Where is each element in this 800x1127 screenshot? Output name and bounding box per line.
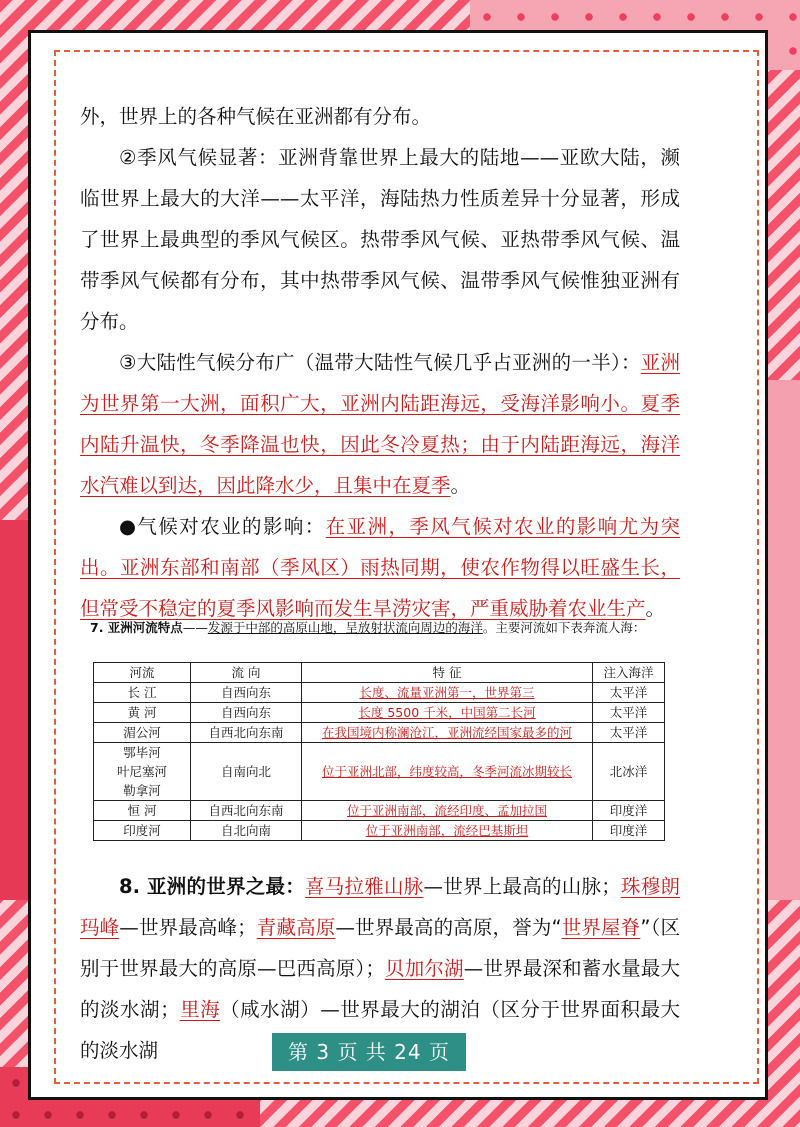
river-ocean: 印度洋: [593, 821, 665, 841]
text-6: （咸水湖）—世界最大的湖泊（区分于世界面积最大的淡水湖: [80, 998, 680, 1062]
text-2: —世界最高峰；: [119, 916, 257, 939]
continental-end: 。: [450, 474, 471, 497]
section-7-underlined: 发源于中部的高原山地，呈放射状流向周边的海洋: [207, 620, 483, 635]
answer-roof-of-world: 世界屋脊: [561, 916, 641, 939]
agri-answer: 在亚洲，季风气候对农业的影响尤为突出。亚洲东部和南部（季风区）雨热同期，使农作物得以旺盛生长，但常受不稳定的夏季风影响而发生旱涝灾害，严重威胁着农业生产: [80, 515, 680, 620]
river-feature: 长度 5500 千米，中国第二长河: [302, 703, 593, 723]
table-row: [94, 821, 665, 841]
river-name: 长 江: [94, 683, 191, 703]
river-direction: 自北向南: [191, 821, 302, 841]
para-continental: [80, 342, 680, 506]
answer-everest: 珠穆朗玛峰: [80, 875, 680, 939]
river-direction: 自西北向东南: [191, 723, 302, 743]
table-header-row: [94, 663, 665, 683]
river-feature: 位于亚洲北部，纬度较高，冬季河流冰期较长: [302, 743, 593, 801]
agri-end: 。: [645, 597, 666, 620]
river-ocean: 太平洋: [593, 723, 665, 743]
section-8-title: 8. 亚洲的世界之最：: [119, 875, 305, 898]
answer-himalaya: 喜马拉雅山脉: [305, 875, 424, 898]
text-3: —世界最高的高原，誉为“: [335, 916, 562, 939]
agri-lead: ●气候对农业的影响：: [119, 515, 326, 538]
river-ocean: 印度洋: [593, 801, 665, 821]
river-name: 湄公河: [94, 723, 191, 743]
river-name: 印度河: [94, 821, 191, 841]
header-ocean: 注入海洋: [593, 663, 665, 683]
river-ocean: 太平洋: [593, 703, 665, 723]
table-row: [94, 683, 665, 703]
text-4: ”（区别于世界最大的高原—巴西高原）；: [80, 916, 680, 980]
section-7-rest: 。主要河流如下表奔流人海：: [482, 620, 646, 635]
table-row: [94, 703, 665, 723]
monsoon-lead: ②季风气候显著：: [119, 146, 279, 169]
river-direction: 自西北向东南: [191, 801, 302, 821]
river-name: 鄂毕河 叶尼塞河 勒拿河: [94, 743, 191, 801]
river-direction: 自南向北: [191, 743, 302, 801]
header-river: 河流: [94, 663, 191, 683]
para-continue: 外，世界上的各种气候在亚洲都有分布。: [80, 105, 432, 128]
river-direction: 自西向东: [191, 703, 302, 723]
river-name: 恒 河: [94, 801, 191, 821]
river-feature: 长度、流量亚洲第一，世界第三: [302, 683, 593, 703]
river-feature: 位于亚洲南部，流经印度、孟加拉国: [302, 801, 593, 821]
river-table: [93, 662, 665, 841]
river-feature: 在我国境内称澜沧江，亚洲流经国家最多的河: [302, 723, 593, 743]
section-7-title: 7. 亚洲河流特点: [90, 620, 183, 635]
section-7-dash: ——: [182, 620, 208, 635]
river-feature: 位于亚洲南部，流经巴基斯坦: [302, 821, 593, 841]
section-7-heading: [90, 618, 690, 638]
header-direction: 流 向: [191, 663, 302, 683]
main-text: [80, 96, 680, 629]
page-number-badge: 第 3 页 共 24 页: [272, 1033, 466, 1071]
para-agriculture: [80, 506, 680, 629]
text-5: —世界最深和蓄水量最大的淡水湖；: [80, 957, 680, 1021]
para-monsoon: [80, 137, 680, 342]
continental-answer: 亚洲为世界第一大洲，面积广大，亚洲内陆距海远，受海洋影响小。夏季内陆升温快，冬季降温也快，因此冬冷夏热；由于内陆距海远，海洋水汽难以到达，因此降水少，且集中在夏季: [80, 351, 680, 497]
answer-caspian: 里海: [179, 998, 221, 1021]
river-name: 黄 河: [94, 703, 191, 723]
answer-baikal: 贝加尔湖: [384, 957, 464, 980]
table-row: [94, 801, 665, 821]
river-ocean: 北冰洋: [593, 743, 665, 801]
monsoon-text: 亚洲背靠世界上最大的陆地——亚欧大陆，濒临世界上最大的大洋——太平洋，海陆热力性质差异十分显著，形成了世界上最典型的季风气候区。热带季风气候、亚热带季风气候、温带季风气候都有分布，其中热带季风气候、温带季风气候惟独亚洲有分布。: [80, 146, 680, 333]
river-ocean: 太平洋: [593, 683, 665, 703]
header-feature: 特 征: [302, 663, 593, 683]
table-row: [94, 743, 665, 801]
continental-lead: ③大陆性气候分布广（温带大陆性气候几乎占亚洲的一半）：: [119, 351, 641, 374]
table-row: [94, 723, 665, 743]
text-1: —世界上最高的山脉；: [423, 875, 621, 898]
answer-tibet-plateau: 青藏高原: [256, 916, 336, 939]
river-direction: 自西向东: [191, 683, 302, 703]
